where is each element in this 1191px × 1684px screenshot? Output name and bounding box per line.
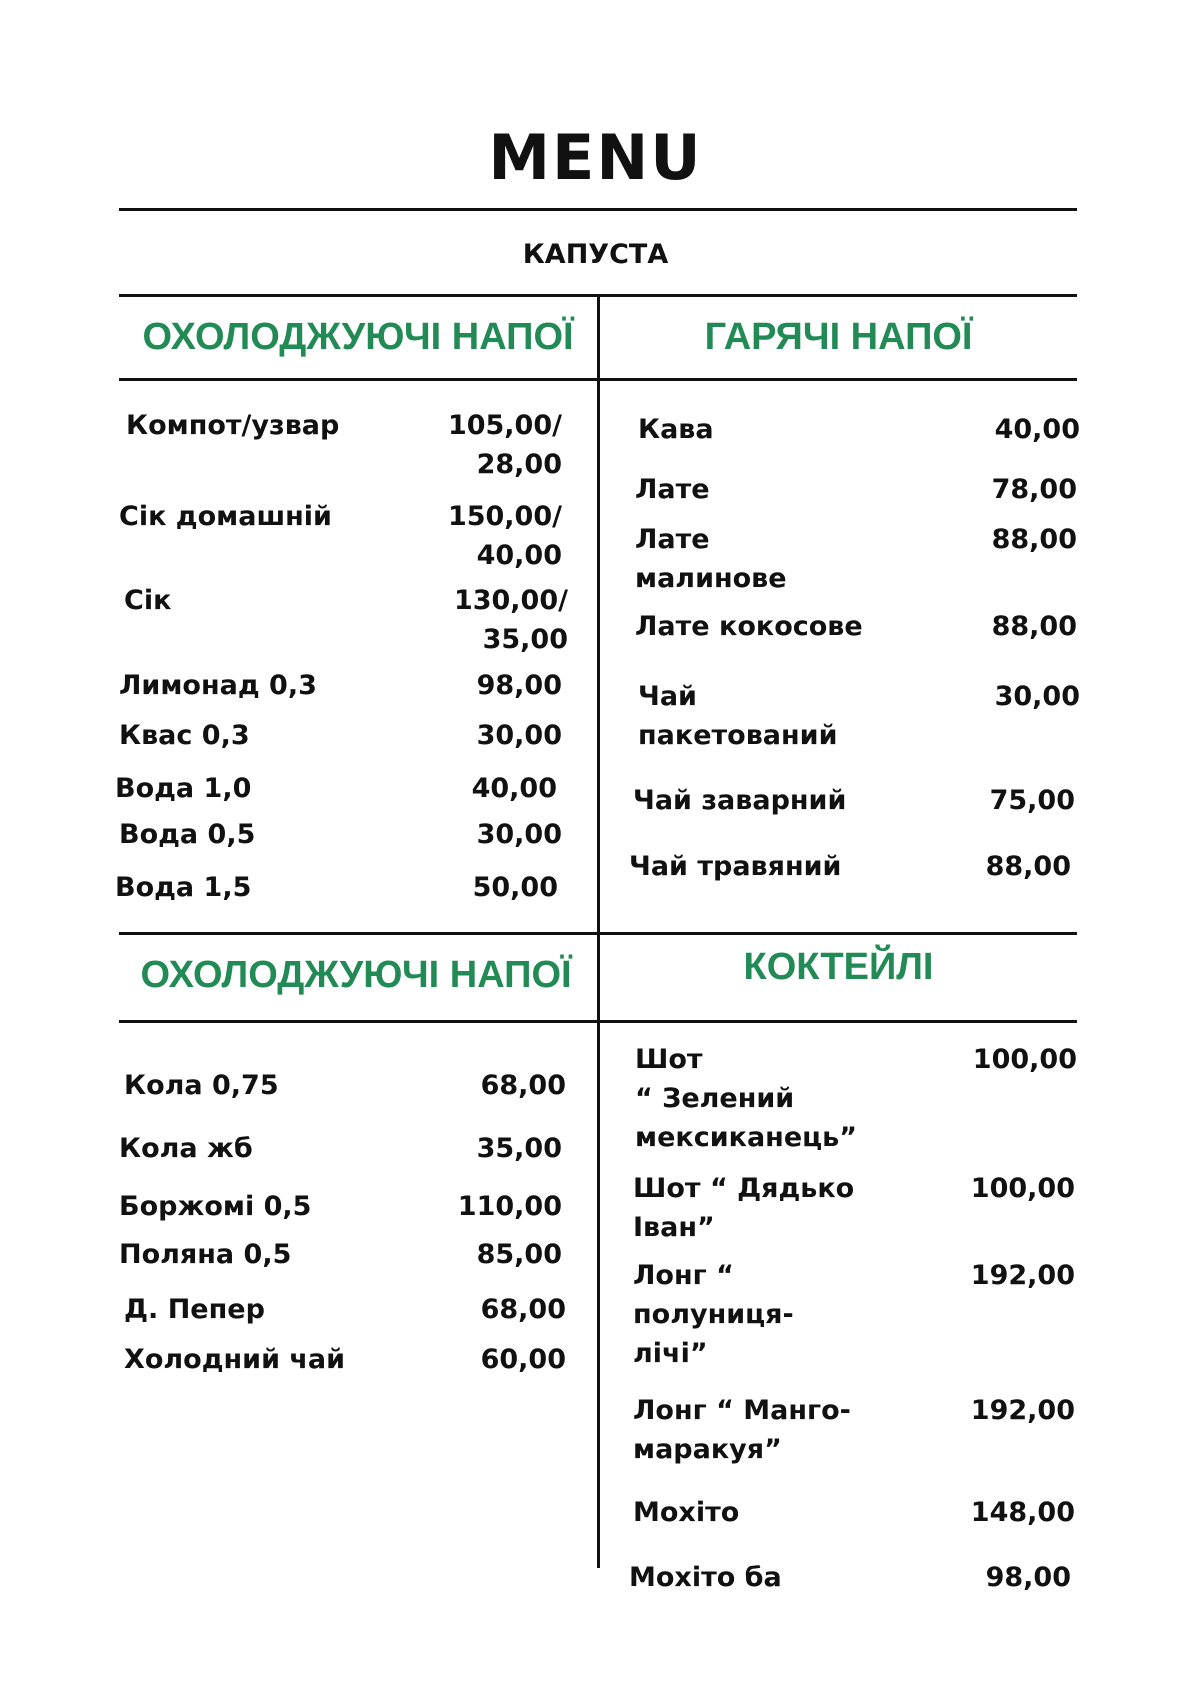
list-item-price: 148,00 [970,1497,1075,1528]
list-item-name: Поляна 0,5 [119,1239,292,1270]
list-item-name: Боржомі 0,5 [119,1191,312,1222]
list-item-price: 30,00 [476,720,562,751]
list-item-name: Чай травяний [629,851,842,882]
list-item-name: Вода 0,5 [119,819,256,850]
list-item-price: 98,00 [985,1562,1071,1593]
price-line: 35,00 [482,624,568,655]
list-item-price: 75,00 [989,785,1075,816]
name-line: мексиканець” [635,1122,857,1153]
list-item-name: Вода 1,0 [115,773,252,804]
section-title-cold-drinks-2: ОХОЛОДЖУЮЧІ НАПОЇ [140,954,572,996]
list-item-price: 40,00 [471,773,557,804]
list-item-name: Мохіто ба [629,1562,782,1593]
list-item-price: 68,00 [480,1294,566,1325]
list-item-name: Холодний чай [124,1344,346,1375]
list-item-price: 50,00 [472,872,558,903]
price-line: 28,00 [476,449,562,480]
name-line: Лонг “ [633,1260,734,1291]
menu-title: MENU [488,121,703,194]
list-item-name [633,1391,851,1469]
section-title-cocktails: КОКТЕЙЛІ [743,946,934,988]
list-item-price [420,406,562,484]
list-item-price: 30,00 [476,819,562,850]
section-title-cold-drinks: ОХОЛОДЖУЮЧІ НАПОЇ [142,316,574,358]
list-item-name [635,1040,857,1157]
name-line: Шот “ Дядько [633,1173,855,1204]
list-item-price: 85,00 [476,1239,562,1270]
list-item-name: Квас 0,3 [119,720,250,751]
list-item-name: Лате [635,474,710,505]
list-item-name: Лимонад 0,3 [119,670,317,701]
price-line: 130,00/ [453,585,568,616]
name-line: маракуя” [633,1434,782,1465]
list-item-price: 100,00 [972,1044,1077,1075]
list-item-price: 100,00 [970,1173,1075,1204]
name-line: “ Зелений [635,1083,795,1114]
list-item-name: Компот/узвар [126,410,340,441]
list-item-price [428,581,568,659]
list-item-name: Кола жб [119,1133,253,1164]
price-line: 40,00 [476,540,562,571]
list-item-name: Мохіто [633,1497,740,1528]
list-item-name [635,520,787,598]
list-item-price: 110,00 [457,1191,562,1222]
list-item-price: 98,00 [476,670,562,701]
name-line: пакетований [638,720,838,751]
list-item-price: 40,00 [994,414,1080,445]
name-line: малинове [635,563,787,594]
list-item-name [633,1169,854,1247]
list-item-price: 68,00 [480,1070,566,1101]
list-item-price: 60,00 [480,1344,566,1375]
name-line: полуниця- [633,1299,794,1330]
list-item-price: 88,00 [985,851,1071,882]
section-title-hot-drinks: ГАРЯЧІ НАПОЇ [704,316,973,358]
list-item-name: Кола 0,75 [124,1070,279,1101]
list-item-price: 192,00 [970,1395,1075,1426]
list-item-name: Сік [124,585,172,616]
list-item-name [633,1256,794,1373]
name-line: Чай [638,681,697,712]
list-item-price: 192,00 [970,1260,1075,1291]
list-item-name [638,677,838,755]
list-item-price: 78,00 [991,474,1077,505]
list-item-price: 88,00 [991,524,1077,555]
column-divider [597,296,600,1568]
name-line: лічі” [633,1338,708,1369]
restaurant-name: КАПУСТА [522,239,669,270]
list-item-name: Лате кокосове [635,611,863,642]
list-item-price: 35,00 [476,1133,562,1164]
list-item-price: 88,00 [991,611,1077,642]
price-line: 105,00/ [447,410,562,441]
rule-top [119,208,1077,211]
list-item-price [420,497,562,575]
list-item-name: Чай заварний [633,785,847,816]
list-item-name: Сік домашній [119,501,332,532]
list-item-price: 30,00 [994,681,1080,712]
name-line: Шот [635,1044,703,1075]
price-line: 150,00/ [447,501,562,532]
name-line: Іван” [633,1212,715,1243]
list-item-name: Кава [638,414,714,445]
list-item-name: Д. Пепер [124,1294,265,1325]
name-line: Лате [635,524,710,555]
list-item-name: Вода 1,5 [115,872,252,903]
name-line: Лонг “ Манго- [633,1395,851,1426]
